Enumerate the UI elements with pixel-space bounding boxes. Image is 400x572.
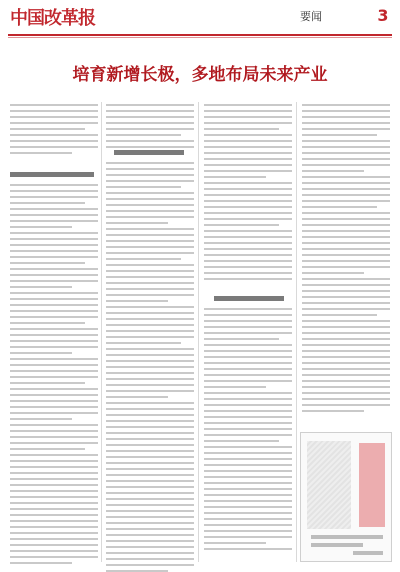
column-divider — [296, 102, 297, 562]
sidebar-feature — [300, 432, 392, 562]
feature-caption — [311, 535, 383, 539]
section-label: 要闻 — [300, 10, 322, 23]
header-rule — [8, 34, 392, 36]
feature-signature — [353, 551, 383, 555]
article-column-2 — [106, 104, 194, 152]
article-subhead — [114, 150, 184, 155]
header-metadata — [122, 12, 282, 20]
feature-photo — [307, 441, 351, 529]
article-subhead — [10, 172, 94, 177]
article-subhead — [214, 296, 284, 301]
article-column-2-body — [106, 162, 194, 572]
article-column-4 — [302, 104, 390, 416]
masthead — [10, 6, 130, 32]
header-rule-thin — [8, 37, 392, 38]
feature-title — [359, 443, 385, 527]
column-divider — [101, 102, 102, 562]
masthead-logo: 中国改革报 — [10, 8, 95, 29]
page-number: 3 — [377, 6, 389, 25]
column-divider — [198, 102, 199, 562]
article-headline: 培育新增长极，多地布局未来产业 — [72, 65, 328, 85]
article-column-1-body — [10, 184, 98, 568]
article-column-1 — [10, 104, 98, 158]
feature-caption — [311, 543, 363, 547]
article-column-3-body — [204, 308, 292, 554]
article-column-3 — [204, 104, 292, 284]
